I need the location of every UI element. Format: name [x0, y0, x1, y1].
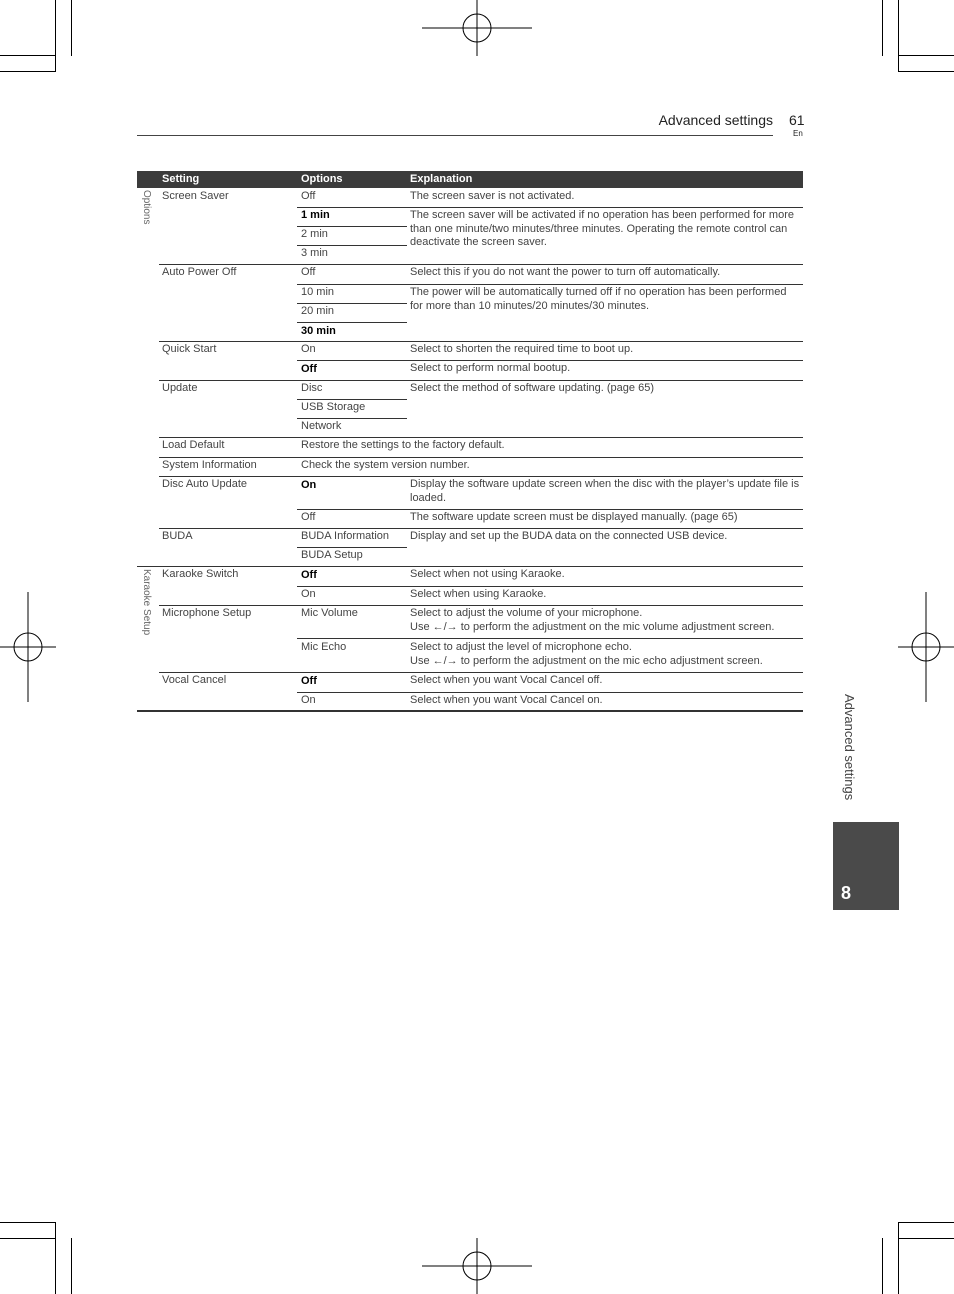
explanation-text: Use ←/→ to perform the adjustment on the mic volume adjustment screen.: [410, 621, 775, 633]
row-divider: [297, 547, 407, 548]
row-divider: [297, 638, 803, 639]
setting-name: Quick Start: [162, 343, 217, 355]
row-divider: [297, 586, 803, 587]
option-value: 30 min: [301, 325, 336, 337]
group-label-options: Options: [141, 190, 152, 225]
explanation-text: Restore the settings to the factory default.: [301, 439, 505, 451]
header-rule: [137, 135, 773, 136]
row-divider: [297, 418, 407, 419]
option-value: 2 min: [301, 228, 328, 240]
setting-name: Microphone Setup: [162, 607, 252, 619]
setting-name: Karaoke Switch: [162, 568, 239, 580]
page-number: 61: [789, 112, 805, 128]
setting-name: Disc Auto Update: [162, 478, 247, 490]
row-divider: [297, 226, 407, 227]
explanation-text: Select when using Karaoke.: [410, 588, 547, 600]
row-divider: [159, 605, 803, 606]
crop-mark: [882, 0, 883, 56]
crop-mark: [55, 0, 56, 72]
row-divider: [159, 264, 803, 265]
crop-mark: [898, 1238, 954, 1239]
row-divider: [297, 245, 407, 246]
explanation-text: The screen saver will be activated if no operation has been performed for more than one minute/two minutes/three minutes. Operating the remote control can deactivate the screen saver.: [410, 209, 794, 248]
setting-name: Screen Saver: [162, 190, 229, 202]
option-value: Off: [301, 266, 316, 278]
explanation-text: Select to shorten the required time to boot up.: [410, 343, 634, 355]
crop-mark: [55, 1222, 56, 1294]
page-language: En: [793, 129, 803, 138]
column-header-explanation: Explanation: [410, 173, 473, 185]
explanation-text: Select when you want Vocal Cancel on.: [410, 694, 603, 706]
option-value: On: [301, 479, 317, 491]
row-divider: [159, 528, 803, 529]
page-header-title: Advanced settings: [658, 112, 773, 128]
row-divider: [159, 672, 803, 673]
row-divider: [159, 476, 803, 477]
explanation-text: Select to adjust the volume of your microphone.: [410, 607, 643, 619]
explanation-text: Select the method of software updating. (page 65): [410, 382, 654, 394]
option-value: USB Storage: [301, 401, 366, 413]
option-value: On: [301, 343, 316, 355]
explanation-text: Select this if you do not want the power to turn off automatically.: [410, 266, 721, 278]
row-divider: [159, 457, 803, 458]
explanation-text: Display the software update screen when the disc with the player’s update file is loaded.: [410, 478, 800, 504]
row-divider: [159, 341, 803, 342]
option-value: 1 min: [301, 209, 330, 221]
registration-mark-icon: [898, 592, 954, 702]
explanation-text: The power will be automatically turned off if no operation has been performed for more than 10 minutes/20 minutes/30 minutes.: [410, 286, 787, 312]
crop-mark: [882, 1238, 883, 1294]
row-divider: [159, 380, 803, 381]
setting-name: BUDA: [162, 530, 193, 542]
registration-mark-icon: [422, 0, 532, 56]
crop-mark: [71, 0, 72, 56]
row-divider: [297, 692, 803, 693]
explanation-text: Select to adjust the level of microphone echo.: [410, 641, 632, 653]
explanation-text: Check the system version number.: [301, 459, 470, 471]
setting-name: Load Default: [162, 439, 225, 451]
setting-name: Auto Power Off: [162, 266, 237, 278]
crop-mark: [0, 71, 56, 72]
crop-mark: [898, 55, 954, 56]
explanation-text: The screen saver is not activated.: [410, 190, 575, 202]
crop-mark: [898, 0, 899, 72]
row-divider: [297, 207, 803, 208]
crop-mark: [898, 1222, 954, 1223]
crop-mark: [0, 1238, 56, 1239]
option-value: BUDA Setup: [301, 549, 363, 561]
table-bottom-rule: [137, 710, 803, 712]
option-value: 3 min: [301, 247, 328, 259]
column-header-options: Options: [301, 173, 343, 185]
explanation-text: Use ←/→ to perform the adjustment on the mic echo adjustment screen.: [410, 655, 763, 667]
explanation-text: Display and set up the BUDA data on the connected USB device.: [410, 530, 728, 542]
option-value: 10 min: [301, 286, 335, 298]
option-value: 20 min: [301, 305, 335, 317]
row-divider: [297, 322, 407, 323]
crop-mark: [0, 1222, 56, 1223]
table-header: [137, 171, 803, 188]
option-value: Off: [301, 569, 317, 581]
registration-mark-icon: [422, 1238, 532, 1294]
setting-name: Vocal Cancel: [162, 674, 227, 686]
group-label-karaoke-setup: Karaoke Setup: [141, 569, 152, 636]
setting-name: System Information: [162, 459, 257, 471]
crop-mark: [898, 71, 954, 72]
row-divider: [297, 399, 407, 400]
explanation-text: The software update screen must be displayed manually. (page 65): [410, 511, 738, 523]
registration-mark-icon: [0, 592, 56, 702]
option-value: Mic Echo: [301, 641, 347, 653]
crop-mark: [0, 55, 56, 56]
side-section-label: Advanced settings: [842, 694, 857, 801]
row-divider: [297, 284, 803, 285]
row-divider: [297, 509, 803, 510]
row-divider: [297, 360, 803, 361]
crop-mark: [71, 1238, 72, 1294]
option-value: Network: [301, 420, 342, 432]
option-value: On: [301, 694, 316, 706]
option-value: Off: [301, 511, 316, 523]
option-value: Disc: [301, 382, 323, 394]
section-divider: [137, 566, 803, 567]
chapter-number: 8: [841, 883, 852, 903]
option-value: Off: [301, 675, 317, 687]
explanation-text: Select to perform normal bootup.: [410, 362, 571, 374]
option-value: BUDA Information: [301, 530, 390, 542]
option-value: Off: [301, 190, 316, 202]
setting-name: Update: [162, 382, 198, 394]
option-value: Off: [301, 363, 317, 375]
option-value: On: [301, 588, 316, 600]
crop-mark: [898, 1222, 899, 1294]
row-divider: [159, 437, 803, 438]
option-value: Mic Volume: [301, 607, 358, 619]
explanation-text: Select when you want Vocal Cancel off.: [410, 674, 603, 686]
explanation-text: Select when not using Karaoke.: [410, 568, 565, 580]
column-header-setting: Setting: [162, 173, 200, 185]
row-divider: [297, 303, 407, 304]
